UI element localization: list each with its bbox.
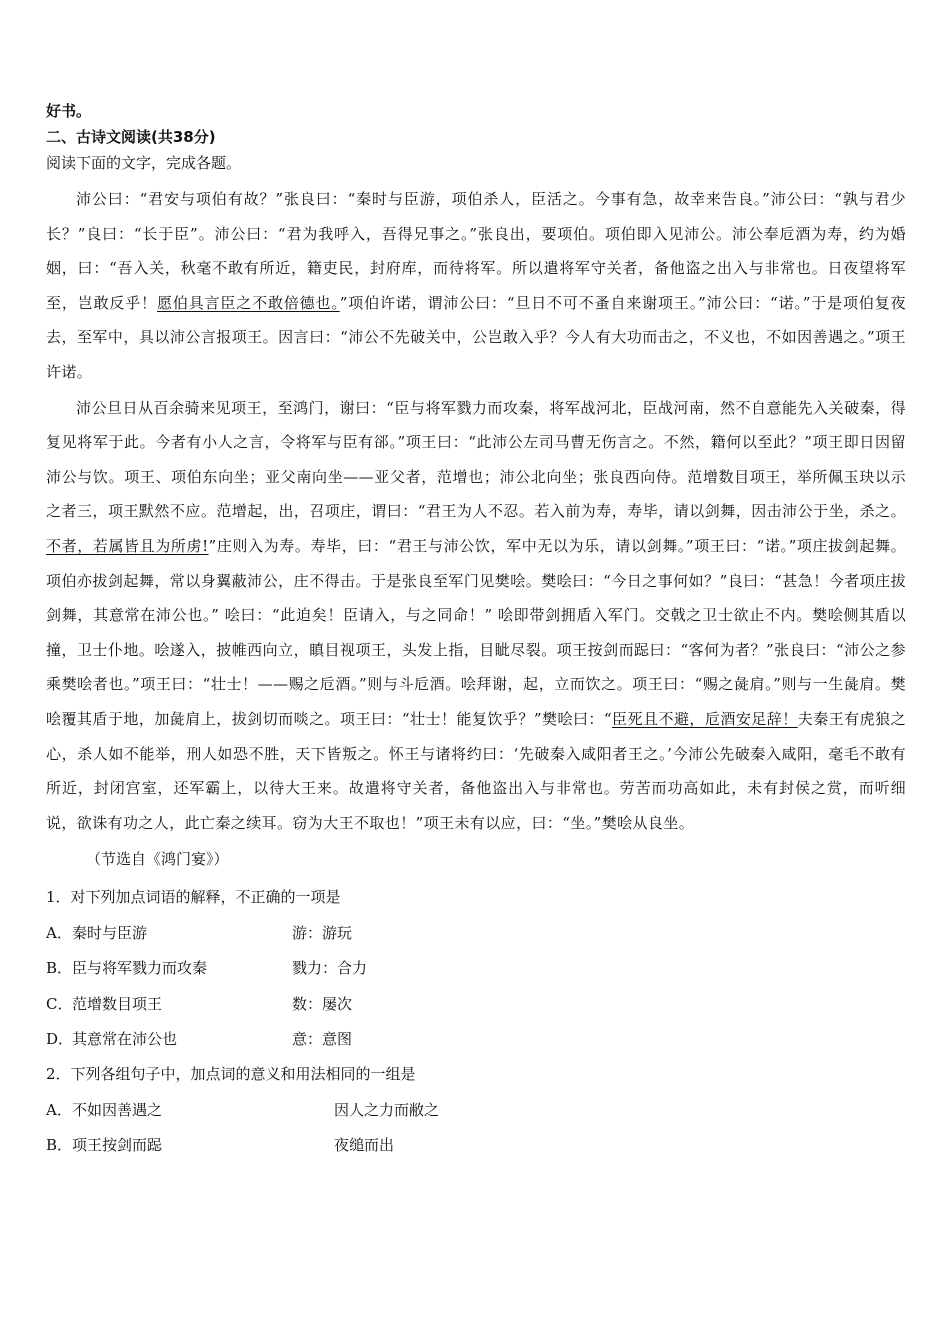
- option-label: D．: [46, 1029, 74, 1048]
- question-1-option-c: [46, 987, 906, 1022]
- section-heading: 二、古诗文阅读(共38分): [46, 128, 216, 146]
- option-text: 其意常在沛公也: [72, 1029, 178, 1048]
- passage-source: （节选自《鸿门宴》）: [86, 850, 229, 869]
- option-gloss: 因人之力而敝之: [334, 1100, 440, 1119]
- option-gloss: 游：游玩: [292, 923, 353, 942]
- passage-text: 夫秦王有虎狼之心，杀人如不能举，刑人如恐不胜，天下皆叛之。怀王与诸将约曰：‘先破秦入咸阳者王之。’今沛公先破秦入咸阳，毫毛不敢有所近，封闭宫室，还军霸上，以待大王来。故遣将守关者，备他盗出入与非常也。劳苦而功高如此，未有封侯之赏，而听细说，欲诛有功之人，此亡秦之续耳。窃为大王不取也！”项王未有以应，曰：“坐。”樊哙从良坐。: [46, 709, 906, 832]
- passage-paragraph-1: [46, 182, 906, 390]
- option-gloss: 数：屡次: [292, 994, 353, 1013]
- top-fragment: 好书。: [46, 102, 92, 120]
- question-1-stem: 1．对下列加点词语的解释，不正确的一项是: [46, 888, 341, 907]
- section-instruction: 阅读下面的文字，完成各题。: [46, 154, 242, 172]
- option-text: 范增数目项王: [72, 994, 163, 1013]
- underlined-sentence: 愿伯具言臣之不敢倍德也。: [156, 293, 340, 312]
- passage-paragraph-2: [46, 391, 906, 841]
- option-gloss: 意：意图: [292, 1029, 353, 1048]
- option-text: 不如因善遇之: [72, 1100, 163, 1119]
- question-1-option-a: [46, 916, 906, 951]
- option-label: B．: [46, 959, 73, 978]
- question-1-option-b: [46, 951, 906, 986]
- option-gloss: 夜缒而出: [334, 1136, 395, 1155]
- option-gloss: 戮力：合力: [292, 959, 368, 978]
- passage-text: 沛公旦日从百余骑来见项王，至鸿门，谢曰：“臣与将军戮力而攻秦，将军战河北，臣战河南，然不自意能先入关破秦，得复见将军于此。今者有小人之言，令将军与臣有郤。”项王曰：“此沛公左司马曹无伤言之。不然，籍何以至此？”项王即日因留沛公与饮。项王、项伯东向坐；亚父南向坐——亚父者，范增也；沛公北向坐；张良西向侍。范增数目项王，举所佩玉玦以示之者三，项王默然不应。范增起，出，召项庄，谓曰：“君王为人不忍。若入前为寿，寿毕，请以剑舞，因击沛公于坐，杀之。: [46, 398, 906, 521]
- question-2-option-a: [46, 1093, 906, 1128]
- question-2-stem: 2．下列各组句子中，加点词的意义和用法相同的一组是: [46, 1065, 416, 1084]
- passage-text: ”项伯许诺，谓沛公曰：“旦日不可不蚤自来谢项王。”沛公曰：“诺。”于是项伯复夜去，至军中，具以沛公言报项王。因言曰：“沛公不先破关中，公岂敢入乎？今人有大功而击之，不义也，不如因善遇之。”项王许诺。: [46, 293, 906, 381]
- document-page: [46, 98, 906, 1164]
- question-1-option-d: [46, 1022, 906, 1057]
- question-2-option-b: [46, 1128, 906, 1163]
- passage-text: ”庄则入为寿。寿毕，曰：“君王与沛公饮，军中无以为乐，请以剑舞。”项王曰：“诺。”项庄拔剑起舞。项伯亦拔剑起舞，常以身翼蔽沛公，庄不得击。于是张良至军门见樊哙。樊哙曰：“今日之事何如？”良曰：“甚急！今者项庄拔剑舞，其意常在沛公也。” 哙曰：“此迫矣！臣请入，与之同命！” 哙即带剑拥盾入军门。交戟之卫士欲止不内。樊哙侧其盾以撞，卫士仆地。哙遂入，披帷西向立，瞋目视项王，头发上指，目眦尽裂。项王按剑而跽曰：“客何为者？”张良曰：“沛公之参乘樊哙者也。”项王曰：“壮士！——赐之卮酒。”则与斗卮酒。哙拜谢，起，立而饮之。项王曰：“赐之彘肩。”则与一生彘肩。樊哙覆其盾于地，加彘肩上，拔剑切而啖之。项王曰：“壮士！能复饮乎？”樊哙曰：“: [46, 536, 907, 728]
- option-text: 秦时与臣游: [72, 923, 148, 942]
- option-text: 项王按剑而跽: [72, 1136, 163, 1155]
- option-label: B．: [46, 1136, 73, 1155]
- option-text: 臣与将军戮力而攻秦: [72, 959, 208, 978]
- option-label: C．: [46, 994, 73, 1013]
- option-label: A．: [46, 1100, 72, 1119]
- passage-text: 沛公曰：“君安与项伯有故？”张良曰：“秦时与臣游，项伯杀人，臣活之。今事有急，故幸来告良。”沛公曰：“孰与君少长？”良曰：“长于臣”。沛公曰：“君为我呼入，吾得兄事之。”张良出，要项伯。项伯即入见沛公。沛公奉卮酒为寿，约为婚姻，曰：“吾入关，秋毫不敢有所近，籍吏民，封府库，而待将军。所以遣将军守关者，备他盗之出入与非常也。日夜望将军至，岂敢反乎！: [46, 190, 906, 312]
- option-label: A．: [46, 923, 72, 942]
- underlined-sentence: 臣死且不避，卮酒安足辞！: [611, 709, 798, 728]
- underlined-sentence: 不者，若属皆且为所虏!: [46, 536, 209, 555]
